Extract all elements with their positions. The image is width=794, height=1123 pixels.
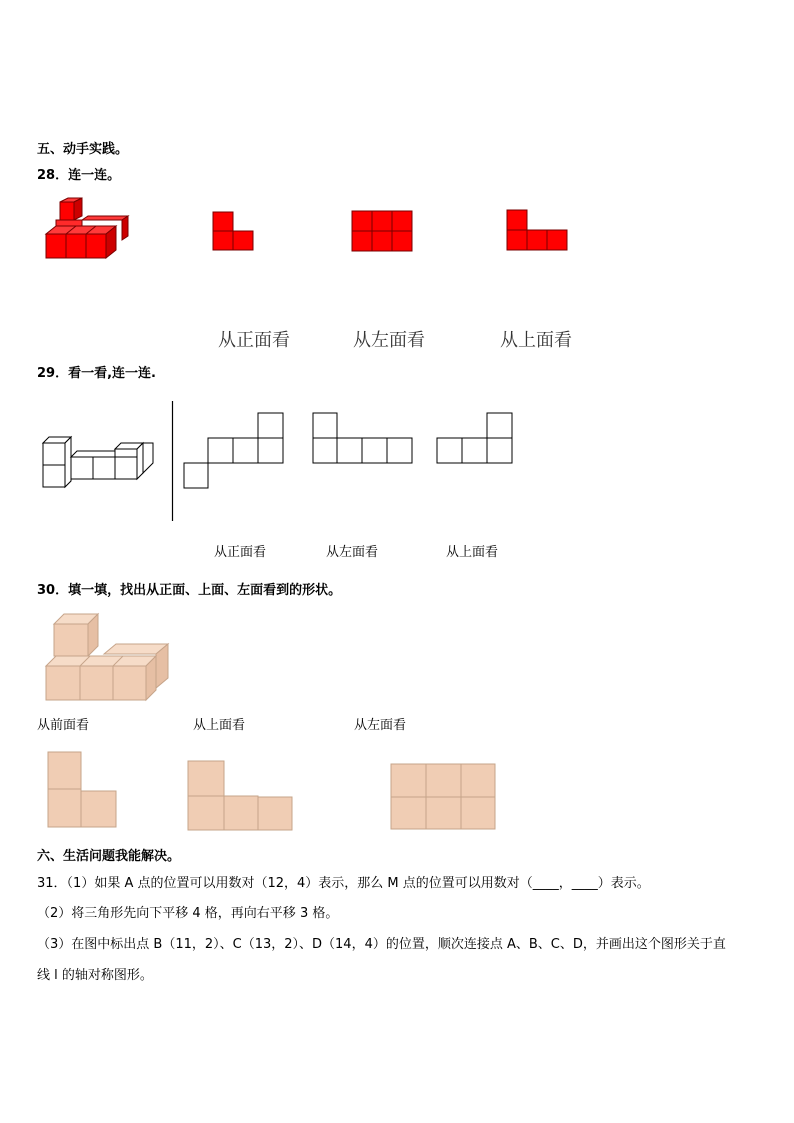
q31-line-4: 线 l 的轴对称图形。 (37, 968, 153, 983)
question-29-label: 29．看一看,连一连. (37, 366, 156, 381)
q29-view-shape-3 (436, 412, 514, 466)
q31-line-2: （2）将三角形先向下平移 4 格，再向右平移 3 格。 (37, 906, 339, 921)
q30-view-label-left: 从左面看 (354, 718, 407, 733)
q28-solid-figure (44, 198, 128, 260)
q29-view-label-front: 从正面看 (214, 545, 267, 560)
q28-view-label-top: 从上面看 (500, 330, 572, 351)
q30-view-shape-top (187, 760, 295, 832)
q29-view-label-left: 从左面看 (326, 545, 379, 560)
q29-view-label-top: 从上面看 (446, 545, 499, 560)
section-title-5: 五、动手实践。 (37, 142, 129, 157)
q30-view-label-top: 从上面看 (193, 718, 246, 733)
section-title-6: 六、生活问题我能解决。 (37, 849, 181, 864)
q30-solid-figure (44, 612, 170, 704)
question-30-label: 30．填一填，找出从正面、上面、左面看到的形状。 (37, 583, 342, 598)
q28-view-label-left: 从左面看 (353, 330, 425, 351)
q29-view-shape-2 (312, 412, 414, 466)
q30-view-label-front: 从前面看 (37, 718, 90, 733)
q28-view-long-l (506, 209, 568, 251)
question-28-label: 28．连一连。 (37, 168, 121, 183)
q30-view-shape-left (390, 763, 497, 831)
q28-view-label-front: 从正面看 (218, 330, 290, 351)
q29-divider-line (171, 401, 174, 521)
q29-solid-figure (42, 437, 154, 489)
q28-view-rectangle (351, 210, 413, 252)
q31-line-1: 31．（1）如果 A 点的位置可以用数对（12，4）表示，那么 M 点的位置可以用数对（____，____）表示。 (37, 876, 650, 891)
q30-view-shape-front (47, 751, 119, 829)
q29-view-shape-1 (183, 412, 285, 490)
q31-line-3: （3）在图中标出点 B（11，2）、C（13，2）、D（14，4）的位置，顺次连接点 A、B、C、D，并画出这个图形关于直 (37, 937, 726, 952)
q28-view-l-shape (212, 211, 254, 251)
